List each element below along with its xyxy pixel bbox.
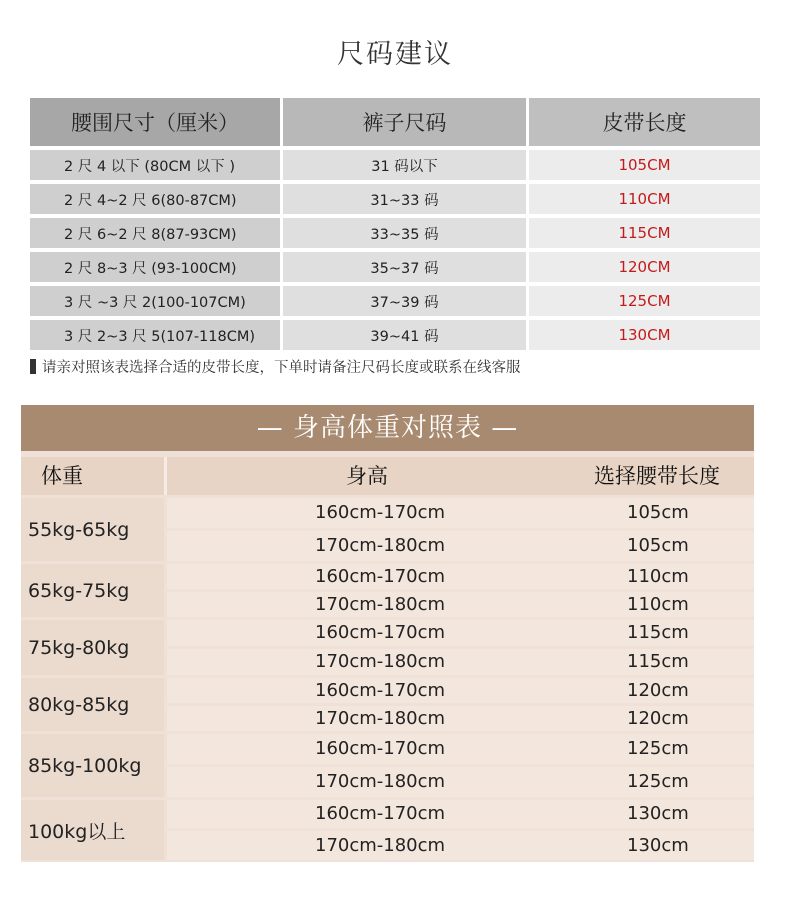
waist-cell: 3 尺 ~3 尺 2(100-107CM) [30, 286, 283, 320]
height-weight-banner: — 身高体重对照表 — [21, 405, 754, 451]
height-weight-header-row [21, 457, 754, 495]
height-cell: 170cm-180cm [315, 835, 446, 856]
waist-cell: 2 尺 6~2 尺 8(87-93CM) [30, 218, 283, 252]
belt-length-cell: 120cm [627, 708, 689, 729]
belt-length-cell: 125cm [627, 771, 689, 792]
height-cell: 170cm-180cm [315, 535, 446, 556]
weight-group [21, 800, 754, 860]
table-row [167, 531, 754, 561]
table-row [30, 218, 760, 252]
weight-group [21, 620, 754, 675]
pants-size-cell: 31~33 码 [283, 184, 529, 218]
pants-size-cell: 31 码以下 [283, 150, 529, 184]
header-belt-length: 皮带长度 [529, 98, 760, 150]
table-row [30, 252, 760, 286]
belt-length-cell: 105cm [627, 535, 689, 556]
belt-length-cell: 120cm [627, 680, 689, 701]
column-divider [164, 457, 167, 495]
table-header-row [30, 98, 760, 150]
weight-cell: 85kg-100kg [21, 734, 164, 797]
table-row [30, 150, 760, 184]
header-height: 身高 [346, 464, 388, 488]
size-advice-title: 尺码建议 [337, 39, 453, 70]
height-cell: 160cm-170cm [315, 680, 446, 701]
belt-length-cell: 110CM [529, 184, 760, 218]
belt-length-cell: 130cm [627, 803, 689, 824]
belt-length-cell: 125cm [627, 738, 689, 759]
weight-group [21, 734, 754, 797]
table-row [167, 498, 754, 528]
height-cell: 170cm-180cm [315, 651, 446, 672]
pants-size-cell: 35~37 码 [283, 252, 529, 286]
belt-length-cell: 105CM [529, 150, 760, 184]
height-cell: 160cm-170cm [315, 803, 446, 824]
table-row [30, 320, 760, 354]
weight-cell: 80kg-85kg [21, 678, 164, 731]
belt-length-cell: 115CM [529, 218, 760, 252]
weight-cell: 100kg以上 [21, 800, 164, 860]
weight-cell: 55kg-65kg [21, 498, 164, 561]
table-row [167, 706, 754, 731]
height-cell: 160cm-170cm [315, 622, 446, 643]
table-row [167, 564, 754, 589]
waist-cell: 3 尺 2~3 尺 5(107-118CM) [30, 320, 283, 354]
table-row [167, 620, 754, 646]
waist-cell: 2 尺 8~3 尺 (93-100CM) [30, 252, 283, 286]
weight-cell: 75kg-80kg [21, 620, 164, 675]
belt-length-cell: 125CM [529, 286, 760, 320]
waist-cell: 2 尺 4~2 尺 6(80-87CM) [30, 184, 283, 218]
bullet-mark-icon [30, 359, 36, 374]
belt-length-cell: 130cm [627, 835, 689, 856]
table-row [167, 592, 754, 617]
size-note-text: 请亲对照该表选择合适的皮带长度，下单时请备注尺码长度或联系在线客服 [42, 360, 521, 376]
height-cell: 160cm-170cm [315, 738, 446, 759]
height-weight-table [21, 405, 754, 862]
belt-length-cell: 110cm [627, 566, 689, 587]
waist-cell: 2 尺 4 以下 (80CM 以下 ) [30, 150, 283, 184]
header-weight: 体重 [41, 464, 83, 488]
table-row [167, 800, 754, 828]
table-row [167, 831, 754, 860]
belt-length-cell: 120CM [529, 252, 760, 286]
header-pants-size: 裤子尺码 [283, 98, 529, 150]
table-row [30, 286, 760, 320]
pants-size-cell: 37~39 码 [283, 286, 529, 320]
table-row [30, 184, 760, 218]
height-cell: 170cm-180cm [315, 594, 446, 615]
pants-size-cell: 33~35 码 [283, 218, 529, 252]
height-cell: 160cm-170cm [315, 566, 446, 587]
table-row [167, 649, 754, 675]
header-belt-choice: 选择腰带长度 [594, 464, 720, 488]
pants-size-cell: 39~41 码 [283, 320, 529, 354]
belt-length-cell: 115cm [627, 622, 689, 643]
size-advice-table [30, 98, 760, 354]
height-cell: 160cm-170cm [315, 502, 446, 523]
height-cell: 170cm-180cm [315, 771, 446, 792]
weight-group [21, 498, 754, 561]
weight-group [21, 564, 754, 617]
weight-cell: 65kg-75kg [21, 564, 164, 617]
size-note [30, 356, 521, 377]
belt-length-cell: 105cm [627, 502, 689, 523]
table-row [167, 734, 754, 764]
height-cell: 170cm-180cm [315, 708, 446, 729]
belt-length-cell: 115cm [627, 651, 689, 672]
table-row [167, 678, 754, 703]
table-row [167, 767, 754, 797]
belt-length-cell: 130CM [529, 320, 760, 354]
belt-length-cell: 110cm [627, 594, 689, 615]
weight-group [21, 678, 754, 731]
header-waist: 腰围尺寸（厘米） [30, 98, 283, 150]
